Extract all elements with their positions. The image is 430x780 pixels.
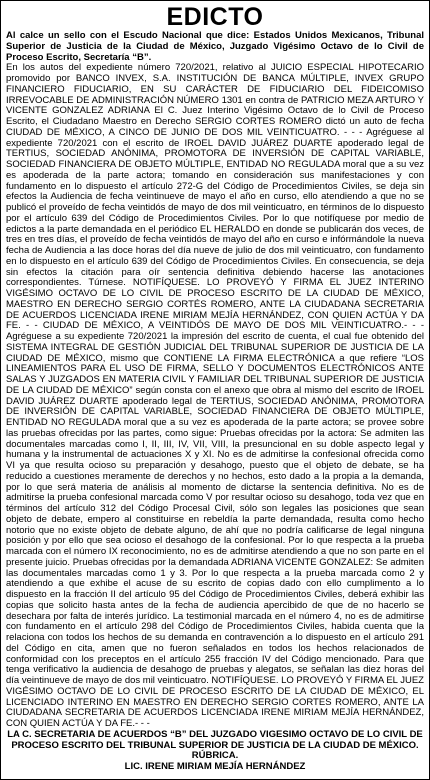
signature-name: LIC. IRENE MIRIAM MEJÍA HERNÁNDEZ: [124, 761, 306, 772]
seal-description: Al calce un sello con el Escudo Nacional que dice: Estados Unidos Mexicanos, Tribunal Superior de Justicia de la Ciudad de México, Juzgado Vigésimo Octavo de lo Civil de Proceso Escrito, Secretaría “B”.: [6, 30, 424, 63]
secretary-footer: LA C. SECRETARIA DE ACUERDOS “B” DEL JUZGADO VIGESIMO OCTAVO DE LO CIVIL DE PROCESO ESCRITO DEL TRIBUNAL SUPERIOR DE JUSTICIA DE LA CIUDAD DE MÉXICO. RÚBRICA.: [7, 728, 423, 762]
notice-title: EDICTO: [166, 3, 264, 31]
notice-body: En los autos del expediente número 720/2021, relativo al JUICIO ESPECIAL HIPOTECARIO promovido por BANCO INVEX, S.A. INSTITUCIÓN DE BANCA MÚLTIPLE, INVEX GRUPO FINANCIERO FIDUCIARIO, EN SU CARÁCTER DE FIDUCIARIO DEL FIDEICOMISO IRREVOCABLE DE ADMINISTRACIÓN NÚMERO 1301 en contra de PATRICIO MEZA ARTURO Y VICENTE GONZALEZ ADRIANA El C. Juez Interino Vigésimo Octavo de lo Civil de Proceso Escrito, el Ciudadano Maestro en Derecho SERGIO CORTES ROMERO dictó un auto de fecha CIUDAD DE MÉXICO, A CINCO DE JUNIO DE DOS MIL VEINTICUATRO. - - - Agréguese al expediente 720/2021 con el escrito de IROEL DAVID JUÁREZ DUARTE apoderado legal de TERTIUS, SOCIEDAD ANÓNIMA, PROMOTORA DE INVERSIÓN DE CAPITAL VARIABLE, SOCIEDAD FINANCIERA DE OBJETO MÚLTIPLE, ENTIDAD NO REGULADA moral que a su vez es apoderada de la parte actora; tomando en consideración sus manifestaciones y con fundamento en lo dispuesto el artículo 272-G del Código de Procedimientos Civiles, se deja sin efectos la Audiencia de fecha veintinueve de mayo el año en curso, ello atendiendo a que no se publicó el proveído de fecha veintidós de mayo de dos mil veinticuatro, en términos de lo dispuesto por el artículo 639 del Código de Procedimientos Civiles. Por lo que notifíquese por medio de edictos a la parte demandada en el periódico EL HERALDO en donde se publicarán dos veces, de tres en tres días, el proveído de fecha veintidós de mayo del año en curso e infórmándole la nueva fecha de Audiencia a las doce horas del día nueve de julio de dos mil veinticuatro, con fundamento en lo dispuesto en el artículo 639 del Código de Procedimientos Civiles. En consecuencia, se deja sin efectos la citación para oír sentencia definitiva debiendo hacerse las anotaciones correspondientes. Túrnese. NOTIFÍQUESE. LO PROVEYÓ Y FIRMA EL JUEZ INTERINO VIGÉSIMO OCTAVO DE LO CIVIL DE PROCESO ESCRITO DE LA CIUDAD DE MÉXICO, MAESTRO EN DERECHO SERGIO CORTÉS ROMERO, ANTE LA CIUDADANA SECRETARIA DE ACUERDOS LICENCIADA IRENE MIRIAM MEJÍA HERNÁNDEZ, CON QUIEN ACTÚA Y DA FE. - - CIUDAD DE MÉXICO, A VEINTIDÓS DE MAYO DE DOS MIL VEINTICUATRO.- - - Agréguese a su expediente 720/2021 la impresión del escrito de cuenta, el cual fue obtenido del SISTEMA INTEGRAL DE GESTIÓN JUDICIAL DEL TRIBUNAL SUPERIOR DE JUSTICIA DE LA CIUDAD DE MÉXICO, mismo que CONTIENE LA FIRMA ELECTRÓNICA a que refiere “LOS LINEAMIENTOS PARA EL USO DE FIRMA, SELLO Y DOCUMENTOS ELECTRÓNICOS ANTE SALAS Y JUZGADOS EN MATERIA CIVIL Y FAMILIAR DEL TRIBUNAL SUPERIOR DE JUSTICIA DE LA CIUDAD DE MÉXICO” según consta con el anexo que obra al mismo del escrito de IROEL DAVID JUÁREZ DUARTE apoderado legal de TERTIUS, SOCIEDAD ANÓNIMA, PROMOTORA DE INVERSIÓN DE CAPITAL VARIABLE, SOCIEDAD FINANCIERA DE OBJETO MÚLTIPLE, ENTIDAD NO REGULADA moral que a su vez es apoderada de la parte actora; se provee sobre las pruebas ofrecidas por las partes, como sigue: Pruebas ofrecidas por la actora: Se admiten las documentales marcadas como I, II, III, IV, VII, VIII, la presuncional en su doble aspecto legal y humana y la instrumental de actuaciones X y XI. No es de admitirse la confesional ofrecida como VI ya que resulta ocioso su preparación y desahogo, puesto que el objeto de debate, se ha reducido a cuestiones meramente de derechos y no hechos, esto dado a la propia a la demanda, por lo que será materia de análisis al momento de dictarse la sentencia definitiva. No es de admitirse la prueba confesional marcada como V por resultar ocioso su desahogo, toda vez que en términos del artículo 312 del Código Procesal Civil, sólo son legales las posiciones que sean objeto de debate, empero al constituirse en rebeldía la parte demandada, resulta como hecho notorio que no existe objeto de debate alguno, de ahí que no podría calificarse de legal ninguna posición y por ello que sea ocioso el desahogo de la confesional. Por lo que respecta a la prueba marcada con el número IX reconocimiento, no es de admitirse atendiendo a que no son parte en el presente juicio. Pruebas ofrecidas por la demandada ADRIANA VICENTE GONZALEZ: Se admiten las documentales marcadas como 1 y 3. Por lo que respecta a la prueba marcada como 2 y atendiendo a que exhibe el acuse de su escrito de copias dado con ello cumplimento a lo dispuesto en la fracción II del artículo 95 del Código de Procedimientos Civiles, deberá exhibir las copias que solicito hasta antes de la fecha de audiencia apercibido de que de no hacerlo se desechara por falta de interés jurídico. La testimonial marcada en el número 4, no es de admitirse con fundamento en el artículo 298 del Código de Procedimientos Civiles, habida cuenta que la relaciona con todos los hechos de su demanda en contravención a lo dispuesto en el artículo 291 del Código en cita, amen que no fueron señalados en todos los hechos relacionados de conformidad con los preceptos en el artículo 255 fracción IV del Código mencionado. Para que tenga verificativo la audiencia de desahogo de pruebas y alegatos, se señalan las diez horas del día veintinueve de mayo de dos mil veinticuatro. NOTIFÍQUESE. LO PROVEYÓ Y FIRMA EL JUEZ VIGÉSIMO OCTAVO DE LO CIVIL DE PROCESO ESCRITO DE LA CIUDAD DE MÉXICO, EL LICENCIADO INTERINO EN MAESTRO EN DERECHO SERGIO CORTES ROMERO, ANTE LA CIUDADANA SECRETARIA DE ACUERDOS LICENCIADA IRENE MIRIAM MEJÍA HERNÁNDEZ, CON QUIEN ACTÚA Y DA FE.- - -: [6, 62, 424, 729]
